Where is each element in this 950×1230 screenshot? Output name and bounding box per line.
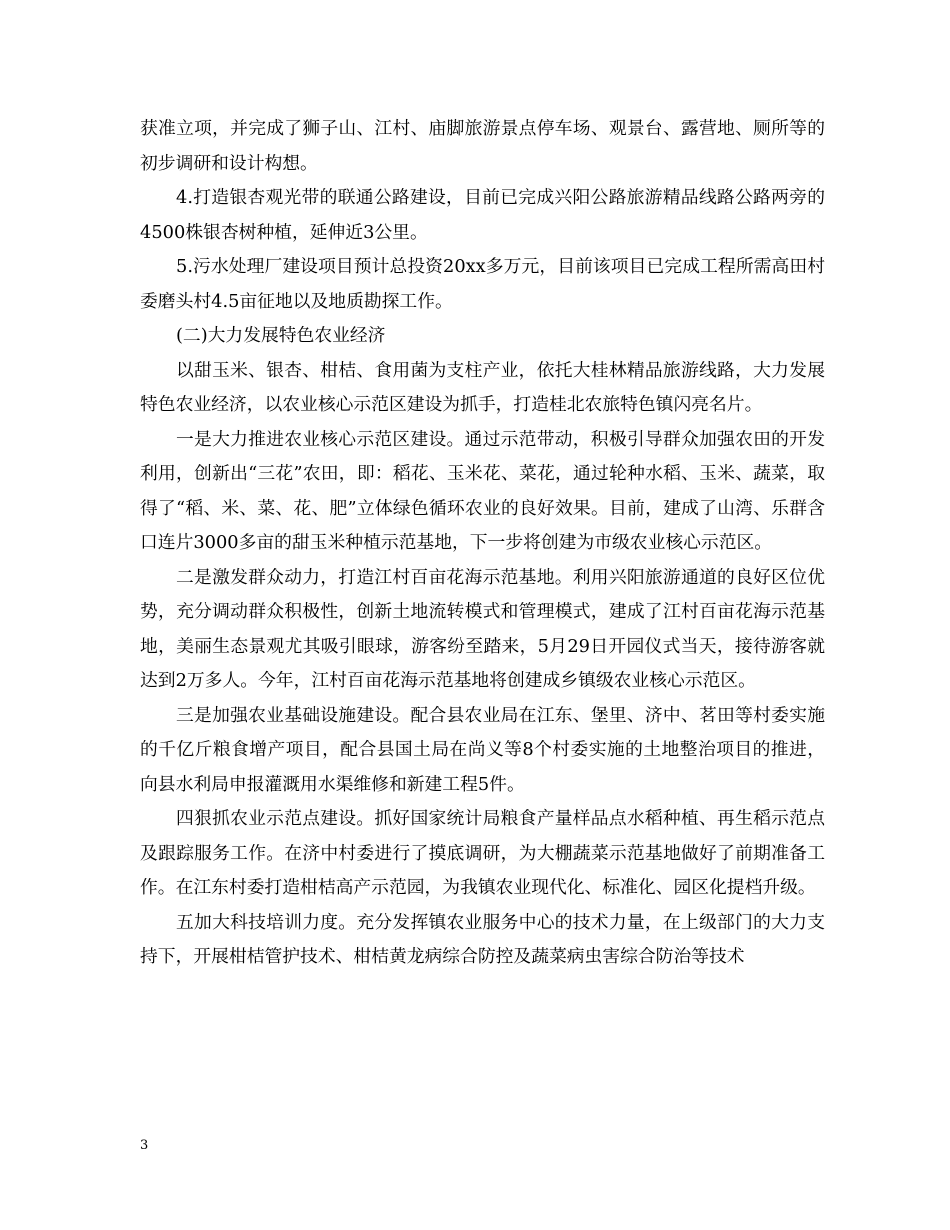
paragraph-item-5: 5.污水处理厂建设项目预计总投资20xx多万元，目前该项目已完成工程所需高田村委磨头村4.5亩征地以及地质勘探工作。	[140, 256, 825, 312]
paragraph-second: 二是激发群众动力，打造江村百亩花海示范基地。利用兴阳旅游通道的良好区位优势，充分调动群众积极性，创新土地流转模式和管理模式，建成了江村百亩花海示范基地，美丽生态景观尤其吸引眼球，游客纷至踏来，5月29日开园仪式当天，接待游客就达到2万多人。今年，江村百亩花海示范基地将创建成乡镇级农业核心示范区。	[140, 566, 825, 691]
paragraph-intro: 以甜玉米、银杏、柑桔、食用菌为支柱产业，依托大桂林精品旅游线路，大力发展特色农业经济，以农业核心示范区建设为抓手，打造桂北农旅特色镇闪亮名片。	[140, 359, 825, 415]
document-body	[140, 112, 825, 975]
page-number: 3	[140, 1138, 149, 1153]
paragraph-fifth: 五加大科技培训力度。充分发挥镇农业服务中心的技术力量，在上级部门的大力支持下，开展柑桔管护技术、柑桔黄龙病综合防控及蔬菜病虫害综合防治等技术	[140, 911, 825, 967]
section-heading: (二)大力发展特色农业经济	[176, 325, 386, 346]
paragraph-item-4: 4.打造银杏观光带的联通公路建设，目前已完成兴阳公路旅游精品线路公路两旁的4500株银杏树种植，延伸近3公里。	[140, 187, 825, 243]
paragraph-continuation: 获准立项，并完成了狮子山、江村、庙脚旅游景点停车场、观景台、露营地、厕所等的初步调研和设计构想。	[140, 118, 825, 174]
paragraph-fourth: 四狠抓农业示范点建设。抓好国家统计局粮食产量样品点水稻种植、再生稻示范点及跟踪服务工作。在济中村委进行了摸底调研，为大棚蔬菜示范基地做好了前期准备工作。在江东村委打造柑桔高产示范园，为我镇农业现代化、标准化、园区化提档升级。	[140, 808, 825, 898]
paragraph-third: 三是加强农业基础设施建设。配合县农业局在江东、堡里、济中、茗田等村委实施的千亿斤粮食增产项目，配合县国土局在尚义等8个村委实施的土地整治项目的推进，向县水利局申报灌溉用水渠维修和新建工程5件。	[140, 704, 825, 795]
paragraph-first: 一是大力推进农业核心示范区建设。通过示范带动，积极引导群众加强农田的开发利用，创新出“三花”农田，即：稻花、玉米花、菜花，通过轮种水稻、玉米、蔬菜，取得了“稻、米、菜、花、肥”立体绿色循环农业的良好效果。目前，建成了山湾、乐群含口连片3000多亩的甜玉米种植示范基地，下一步将创建为市级农业核心示范区。	[140, 428, 825, 553]
